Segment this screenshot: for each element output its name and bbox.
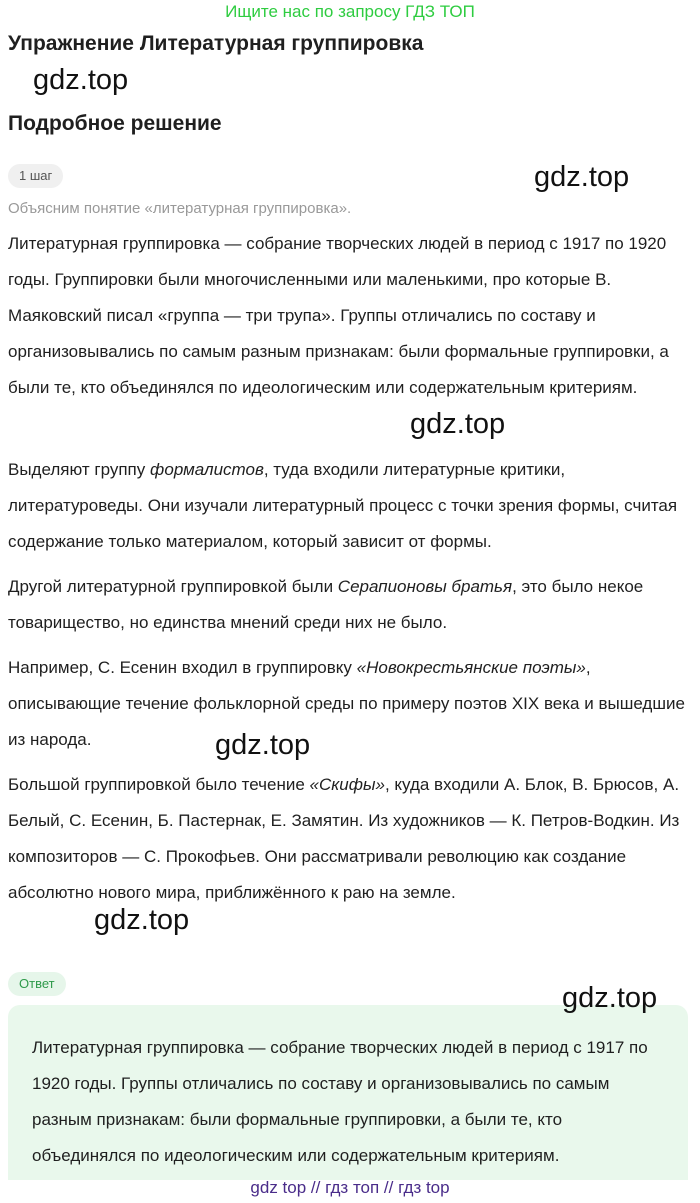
paragraph-text: Большой группировкой было течение [8, 775, 310, 794]
paragraph-text: , описывающие течение фольклорной среды по примеру поэтов XIX века и вышедшие из народа. [8, 658, 685, 749]
search-banner: Ищите нас по запросу ГДЗ ТОП [225, 2, 475, 21]
watermark: gdz.top [33, 64, 129, 96]
emphasis-term: Серапионовы братья [337, 577, 513, 596]
section-title: Подробное решение [8, 112, 222, 135]
watermark: gdz.top [562, 982, 658, 1014]
watermark: gdz.top [94, 904, 190, 936]
step-hint: Объясним понятие «литературная группировка». [8, 200, 352, 217]
answer-badge: Ответ [8, 972, 66, 996]
paragraph-text: Например, С. Есенин входил в группировку [8, 658, 357, 677]
watermark: gdz.top [410, 408, 506, 440]
paragraph-formalists [8, 452, 694, 560]
paragraph-text: Другой литературной группировкой были [8, 577, 338, 596]
emphasis-term: «Новокрестьянские поэты» [356, 658, 586, 677]
paragraph-text: Выделяют группу [8, 460, 150, 479]
footer-links: gdz top // гдз топ // гдз top [250, 1178, 450, 1197]
watermark: gdz.top [215, 729, 311, 761]
page-title: Упражнение Литературная группировка [8, 32, 424, 55]
emphasis-term: «Скифы» [309, 775, 385, 794]
paragraph-text: , туда входили литературные критики, литературоведы. Они изучали литературный процесс с точки зрения формы, считая содержание только материалом, который зависит от формы. [8, 460, 678, 551]
paragraph-scythians [8, 767, 694, 911]
answer-text: Литературная группировка — собрание творческих людей в период с 1917 по 1920 годы. Группы отличались по составу и организовывались по самым разным признакам: были формальные группировки, а были те, кто объединялся по идеологическим или содержательным критериям. [32, 1038, 648, 1165]
paragraph-text: , куда входили А. Блок, В. Брюсов, А. Белый, С. Есенин, Б. Пастернак, Е. Замятин. Из художников — К. Петров-Водкин. Из композиторов — С. Прокофьев. Они рассматривали революцию как создание абсолютно нового мира, приближённого к раю на земле. [8, 775, 680, 902]
step-badge: 1 шаг [8, 164, 63, 188]
paragraph-new-peasant [8, 650, 694, 758]
paragraph-text: , это было некое товарищество, но единства мнений среди них не было. [8, 577, 644, 632]
paragraph-serapion [8, 569, 694, 641]
emphasis-term: формалистов [149, 460, 264, 479]
watermark: gdz.top [534, 161, 630, 193]
paragraph-definition: Литературная группировка — собрание творческих людей в период с 1917 по 1920 годы. Группировки были многочисленными или маленькими, про которые В. Маяковский писал «группа — три трупа». Группы отличались по составу и организовывались по самым разным признакам: были формальные группировки, а были те, кто объединялся по идеологическим или содержательным критериям. [8, 234, 669, 397]
